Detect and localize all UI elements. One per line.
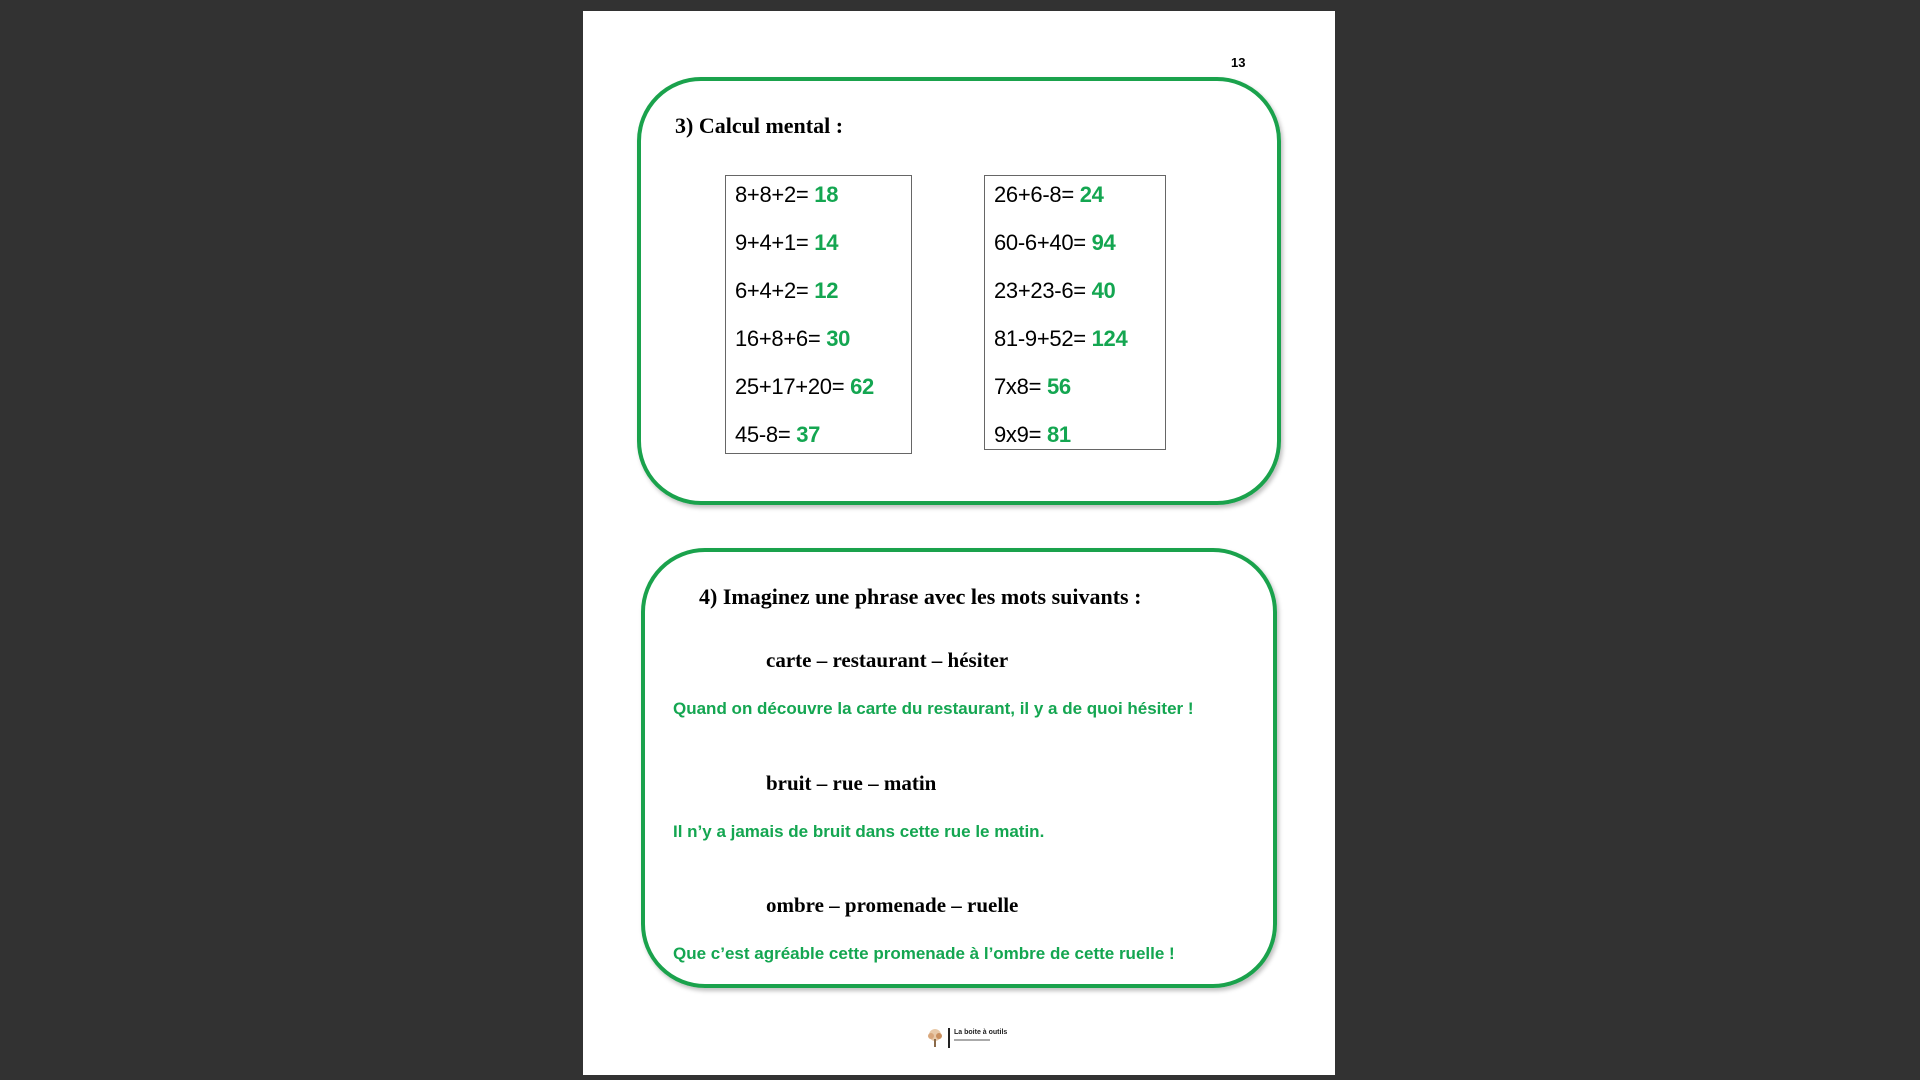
calc-row: 25+17+20= 62 [735, 374, 874, 399]
calc-row: 9x9= 81 [994, 422, 1071, 447]
page-number: 13 [1231, 55, 1246, 70]
calc-answer: 94 [1091, 230, 1116, 255]
calc-row: 8+8+2= 18 [735, 182, 839, 207]
logo-text: La boite à outils [954, 1029, 1008, 1036]
word-list: ombre – promenade – ruelle [766, 893, 1019, 917]
tree-logo-icon [924, 1027, 946, 1049]
calc-answer: 30 [826, 326, 851, 351]
sentence-box [641, 548, 1277, 988]
mental-math-box [637, 77, 1281, 505]
calc-table-right [984, 175, 1166, 450]
calc-row: 6+4+2= 12 [735, 278, 839, 303]
word-list: bruit – rue – matin [766, 771, 937, 795]
calc-row: 45-8= 37 [735, 422, 821, 447]
word-list: carte – restaurant – hésiter [766, 648, 1009, 672]
logo-tagline-line [954, 1039, 990, 1041]
calc-row: 81-9+52= 124 [994, 326, 1128, 351]
calc-row: 26+6-8= 24 [994, 182, 1104, 207]
calc-answer: 12 [814, 278, 839, 303]
calc-answer: 24 [1079, 182, 1104, 207]
logo-divider [948, 1028, 950, 1048]
calc-answer: 40 [1091, 278, 1116, 303]
calc-answer: 14 [814, 230, 839, 255]
section-3-heading: 3) Calcul mental : [675, 113, 844, 138]
calc-answer: 81 [1046, 422, 1071, 447]
calc-answer: 56 [1046, 374, 1071, 399]
answer-sentence: Quand on découvre la carte du restaurant, il y a de quoi hésiter ! [673, 699, 1194, 718]
calc-answer: 18 [814, 182, 839, 207]
footer-logo [924, 1027, 1014, 1049]
calc-row: 60-6+40= 94 [994, 230, 1116, 255]
calc-row: 9+4+1= 14 [735, 230, 839, 255]
calc-table-left [725, 175, 912, 454]
calc-answer: 37 [796, 422, 821, 447]
answer-sentence: Il n’y a jamais de bruit dans cette rue le matin. [673, 822, 1045, 841]
document-page [583, 11, 1335, 1075]
calc-row: 23+23-6= 40 [994, 278, 1116, 303]
calc-answer: 62 [850, 374, 874, 399]
calc-row: 7x8= 56 [994, 374, 1071, 399]
calc-row: 16+8+6= 30 [735, 326, 851, 351]
calc-answer: 124 [1091, 326, 1128, 351]
answer-sentence: Que c’est agréable cette promenade à l’ombre de cette ruelle ! [673, 944, 1175, 963]
section-4-heading: 4) Imaginez une phrase avec les mots suivants : [699, 584, 1142, 609]
